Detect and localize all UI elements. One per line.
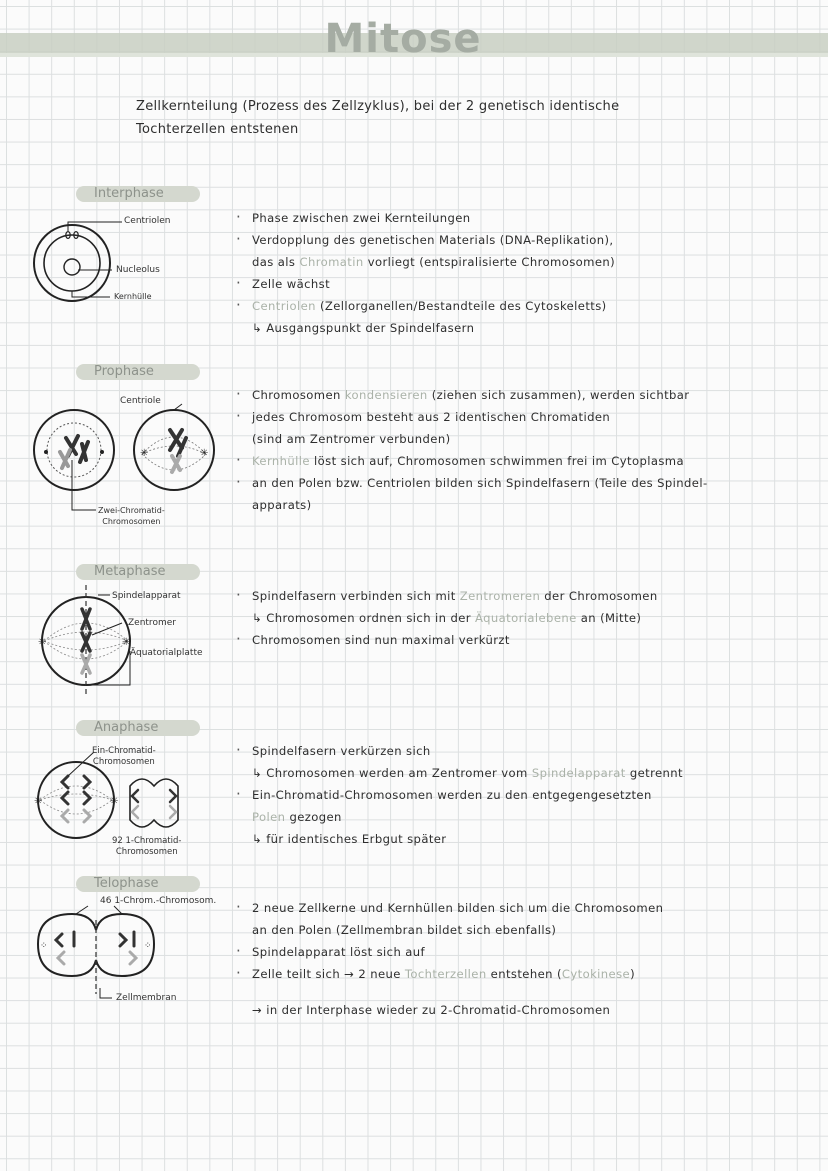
note-text: gezogen [285, 810, 342, 824]
label-line: Chromosomen [115, 847, 178, 857]
label-zentromer: Zentromer [128, 618, 176, 628]
note-arrow [232, 762, 812, 784]
chromosomes-2 [170, 430, 186, 456]
label-zwei-chromatid [98, 505, 165, 527]
pole-left: ⁘ [40, 941, 48, 951]
spindle-fibers [40, 786, 112, 814]
note [232, 963, 812, 985]
telophase-label: Telophase [76, 876, 200, 892]
pole-left: ✳ [34, 796, 43, 807]
note [232, 229, 812, 251]
note-arrow [232, 607, 812, 629]
note-continuation [232, 806, 812, 828]
highlight-chromatin: Chromatin [299, 255, 364, 269]
telophase-notes [232, 897, 812, 1021]
note [232, 273, 812, 295]
anaphase-label: Anaphase [76, 720, 200, 736]
note-text: Zelle wächst [252, 277, 331, 291]
note-text: ↳ Ausgangspunkt der Spindelfasern [252, 321, 475, 335]
note-text: ↳ Chromosomen ordnen sich in der [252, 611, 476, 625]
label-ein-chromatid [92, 746, 156, 768]
note-text: apparats) [252, 498, 312, 512]
highlight-aequatorialebene: Äquatorialebene [475, 611, 577, 625]
interphase-notes [232, 207, 812, 339]
centriole-glyph-right: ✳ [200, 448, 209, 459]
label-line: Chromosomen [102, 517, 161, 526]
intro-line-2: Tochterzellen entstenen [136, 122, 299, 137]
note-continuation [232, 919, 812, 941]
chromosomes-left [56, 932, 74, 946]
pole-right: ✳ [110, 796, 119, 807]
note-text: (sind am Zentromer verbunden) [252, 432, 451, 446]
note [232, 897, 812, 919]
count-leader-right [114, 906, 122, 914]
note-text: 2 neue Zellkerne und Kernhüllen bilden sich um die Chromosomen [252, 901, 664, 915]
highlight-centriolen: Centriolen [252, 299, 316, 313]
note [232, 295, 812, 317]
cell-membrane [34, 225, 110, 301]
label-zellmembran: Zellmembran [116, 993, 177, 1003]
note-text: Phase zwischen zwei Kernteilungen [252, 211, 471, 225]
metaphase-notes [232, 585, 812, 651]
chromosomes-2-grey [172, 456, 180, 472]
chromatids-2-grey [132, 806, 176, 818]
label-line: Zwei-Chromatid- [98, 506, 165, 515]
note-text: → in der Interphase wieder zu 2-Chromatid-Chromosomen [252, 1003, 611, 1017]
note-text: Verdopplung des genetischen Materials (DNA-Replikation), [252, 233, 614, 247]
page-title: Mitose [324, 16, 482, 62]
note-summary [232, 999, 812, 1021]
note-text: getrennt [625, 766, 683, 780]
label-aequatorialplatte: Äquatorialplatte [130, 648, 203, 658]
note-text: ) [630, 967, 635, 981]
note [232, 406, 812, 428]
centriole-left [44, 450, 48, 454]
centriole-leader [68, 222, 122, 231]
note-text: Zelle teilt sich → 2 neue [252, 967, 405, 981]
highlight-cytokinese: Cytokinese [561, 967, 631, 981]
centriole-leader [174, 404, 182, 410]
chromosomes-grey [60, 450, 70, 468]
nuclear-envelope [44, 235, 100, 291]
note [232, 941, 812, 963]
chromatids-grey [62, 810, 90, 822]
note-arrow [232, 317, 812, 339]
label-nucleolus: Nucleolus [116, 265, 160, 275]
label-centriole: Centriole [120, 396, 161, 406]
note-text: Spindelfasern verkürzen sich [252, 744, 431, 758]
prophase-label: Prophase [76, 364, 200, 380]
label-kernhuelle: Kernhülle [114, 292, 152, 301]
note-text: Chromosomen [252, 388, 345, 402]
note-text: ↳ Chromosomen werden am Zentromer vom [252, 766, 532, 780]
intro-definition [136, 95, 736, 141]
nucleolus-shape [64, 259, 80, 275]
note-arrow [232, 828, 812, 850]
note [232, 740, 812, 762]
interphase-diagram [20, 205, 210, 305]
anaphase-notes [232, 740, 812, 850]
label-line: Chromosomen [92, 757, 155, 767]
label-line: 92 1-Chromatid- [112, 836, 182, 846]
note-continuation [232, 428, 812, 450]
chromatids-2 [132, 790, 176, 802]
highlight-tochterzellen: Tochterzellen [404, 967, 487, 981]
note-text: Ein-Chromatid-Chromosomen werden zu den entgegengesetzten [252, 788, 652, 802]
zellmembran-leader [100, 988, 112, 998]
label-spindelapparat: Spindelapparat [112, 591, 181, 601]
label-92-chromatid [112, 836, 181, 858]
note-text: vorliegt (entspiralisierte Chromosomen) [363, 255, 616, 269]
note-continuation [232, 494, 812, 516]
pole-right: ✳ [122, 637, 131, 648]
note [232, 784, 812, 806]
note [232, 207, 812, 229]
note-text: löst sich auf, Chromosomen schwimmen frei im Cytoplasma [309, 454, 684, 468]
highlight-kondensieren: kondensieren [344, 388, 428, 402]
count-leader-left [76, 906, 88, 914]
note [232, 450, 812, 472]
note-text: an (Mitte) [576, 611, 642, 625]
note-text: jedes Chromosom besteht aus 2 identischen Chromatiden [252, 410, 611, 424]
metaphase-label: Metaphase [76, 564, 200, 580]
label-46-chromosomen: 46 1-Chrom.-Chromosom. [100, 896, 217, 906]
note-text: Spindelapparat löst sich auf [252, 945, 426, 959]
intro-line-1: Zellkernteilung (Prozess des Zellzyklus), bei der 2 genetisch identische [136, 99, 620, 114]
note [232, 585, 812, 607]
note-text: Chromosomen sind nun maximal verkürzt [252, 633, 510, 647]
note-continuation [232, 251, 812, 273]
pole-left: ✳ [38, 637, 47, 648]
chromatids [62, 776, 90, 804]
interphase-label: Interphase [76, 186, 200, 202]
note [232, 384, 812, 406]
note-text: entstehen ( [486, 967, 562, 981]
note-text: Spindelfasern verbinden sich mit [252, 589, 460, 603]
label-line: Ein-Chromatid- [92, 746, 156, 756]
highlight-spindelapparat: Spindelapparat [531, 766, 626, 780]
centriole-right [100, 450, 104, 454]
note-text: ↳ für identisches Erbgut später [252, 832, 447, 846]
note [232, 472, 812, 494]
dividing-cell [130, 779, 178, 827]
note-text: das als [252, 255, 300, 269]
pole-right: ⁘ [144, 941, 152, 951]
chromosomes-right [120, 932, 134, 946]
centriole-glyph-left: ✳ [140, 448, 149, 459]
note-text: (Zellorganellen/Bestandteile des Cytoskeletts) [315, 299, 607, 313]
highlight-kernhuelle: Kernhülle [252, 454, 310, 468]
note-text: der Chromosomen [540, 589, 658, 603]
metaphase-diagram [30, 585, 230, 705]
highlight-polen: Polen [252, 810, 286, 824]
note-text: (ziehen sich zusammen), werden sichtbar [427, 388, 690, 402]
prophase-notes [232, 384, 812, 516]
note-text: an den Polen (Zellmembran bildet sich ebenfalls) [252, 923, 557, 937]
note-text: an den Polen bzw. Centriolen bilden sich Spindelfasern (Teile des Spindel- [252, 476, 708, 490]
label-centriolen: Centriolen [124, 216, 171, 226]
cell-membrane [38, 762, 114, 838]
highlight-zentromeren: Zentromeren [459, 589, 541, 603]
note [232, 629, 812, 651]
